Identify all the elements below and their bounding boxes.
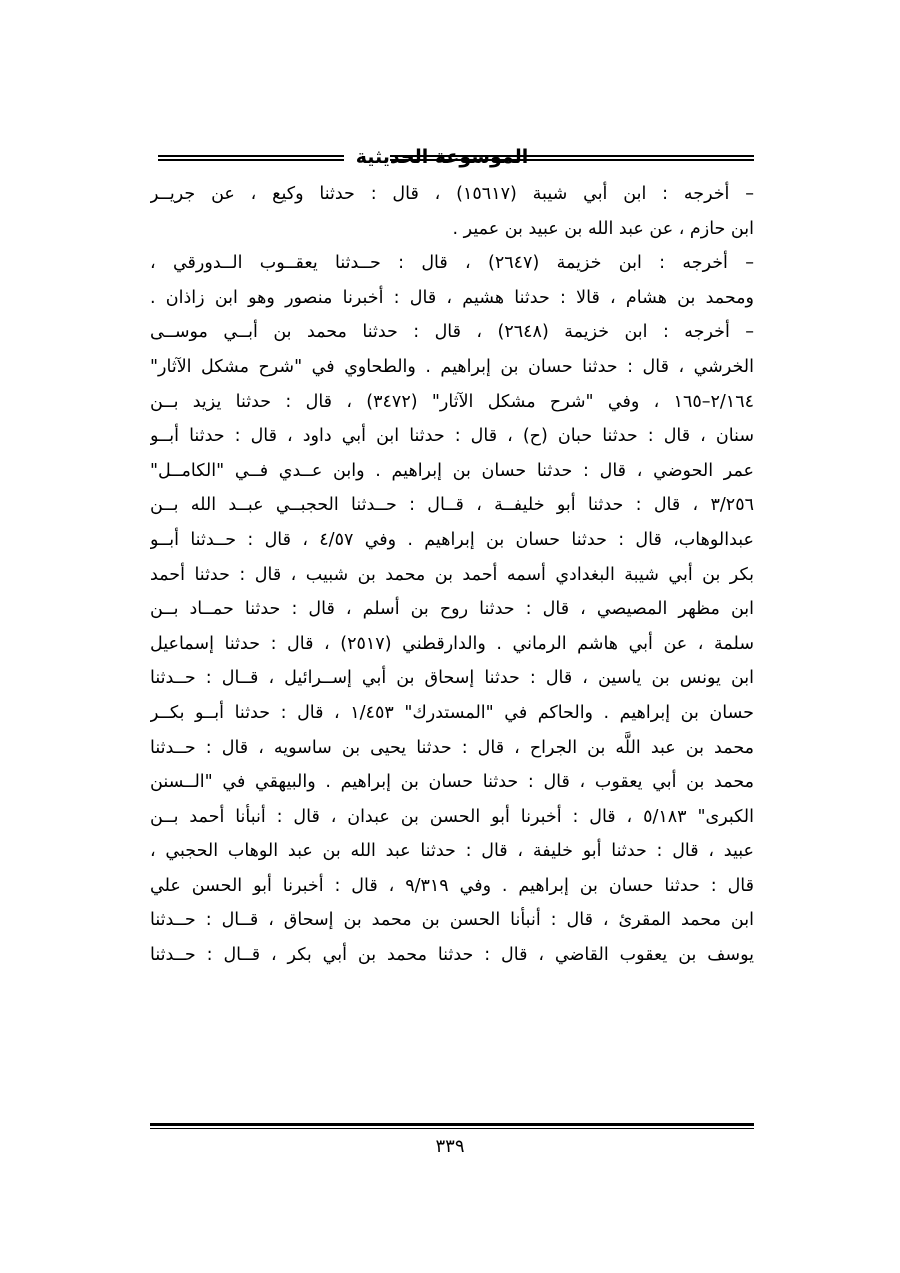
- text-line: عبدالوهاب، قال : حدثنا حسان بن إبراهيم . وفي ٤/٥٧ ، قال : حــدثنا أبــو: [150, 529, 754, 550]
- text-line: ابن حازم ، عن عبد الله بن عبيد بن عمير .: [452, 218, 754, 239]
- text-line: – أخرجه : ابن خزيمة (٢٦٤٨) ، قال : حدثنا محمد بن أبــي موســى: [150, 322, 754, 343]
- text-line: ومحمد بن هشام ، قالا : حدثنا هشيم ، قال : أخبرنا منصور وهو ابن زاذان .: [150, 287, 754, 308]
- text-line: عبيد ، قال : حدثنا أبو خليفة ، قال : حدثنا عبد الله بن عبد الوهاب الحجبي ،: [150, 841, 754, 862]
- body-text: [150, 177, 754, 973]
- text-line: ابن يونس بن ياسين ، قال : حدثنا إسحاق بن أبي إســرائيل ، قــال : حــدثنا: [150, 668, 754, 689]
- text-line: ٢/١٦٤–١٦٥ ، وفي "شرح مشكل الآثار" (٣٤٧٢) ، قال : حدثنا يزيد بــن: [150, 391, 754, 412]
- header-rule-right: [390, 155, 754, 161]
- text-line: سنان ، قال : حدثنا حبان (ح) ، قال : حدثنا ابن أبي داود ، قال : حدثنا أبــو: [150, 426, 754, 447]
- text-line: محمد بن عبد اللَّه بن الجراح ، قال : حدثنا يحيى بن ساسويه ، قال : حــدثنا: [150, 737, 754, 758]
- page-number: ٣٣٩: [435, 1136, 465, 1157]
- text-line: الكبرى" ٥/١٨٣ ، قال : أخبرنا أبو الحسن بن عبدان ، قال : أنبأنا أحمد بــن: [150, 806, 754, 827]
- text-line: الخرشي ، قال : حدثنا حسان بن إبراهيم . والطحاوي في "شرح مشكل الآثار": [150, 356, 754, 377]
- text-line: – أخرجه : ابن أبي شيبة (١٥٦١٧) ، قال : حدثنا وكيع ، عن جريــر: [150, 184, 754, 204]
- text-line: سلمة ، عن أبي هاشم الرماني . والدارقطني (٢٥١٧) ، قال : حدثنا إسماعيل: [150, 633, 754, 654]
- text-line: بكر بن أبي شيبة البغدادي أسمه أحمد بن محمد بن شبيب ، قال : حدثنا أحمد: [150, 564, 754, 585]
- text-line: ابن مظهر المصيصي ، قال : حدثنا روح بن أسلم ، قال : حدثنا حمــاد بــن: [150, 599, 754, 620]
- text-line: عمر الحوضي ، قال : حدثنا حسان بن إبراهيم . وابن عــدي فــي "الكامــل": [150, 460, 754, 481]
- footer-rule: [150, 1123, 754, 1129]
- text-line: – أخرجه : ابن خزيمة (٢٦٤٧) ، قال : حــدثنا يعقــوب الــدورقي ،: [150, 253, 754, 274]
- running-header: [150, 140, 754, 174]
- header-rule-left: [158, 155, 344, 161]
- header-title: الموسوعة الحديثية: [355, 146, 529, 168]
- text-line: حسان بن إبراهيم . والحاكم في "المستدرك" ١/٤٥٣ ، قال : حدثنا أبــو بكــر: [150, 702, 754, 723]
- text-line: محمد بن أبي يعقوب ، قال : حدثنا حسان بن إبراهيم . والبيهقي في "الــسنن: [150, 772, 754, 793]
- text-line: ابن محمد المقرئ ، قال : أنبأنا الحسن بن محمد بن إسحاق ، قــال : حــدثنا: [150, 910, 754, 931]
- text-line: يوسف بن يعقوب القاضي ، قال : حدثنا محمد بن أبي بكر ، قــال : حــدثنا: [150, 945, 754, 966]
- text-line: قال : حدثنا حسان بن إبراهيم . وفي ٩/٣١٩ ، قال : أخبرنا أبو الحسن علي: [150, 875, 754, 896]
- text-line: ٣/٢٥٦ ، قال : حدثنا أبو خليفــة ، قــال : حــدثنا الحجبــي عبــد الله بــن: [150, 495, 754, 516]
